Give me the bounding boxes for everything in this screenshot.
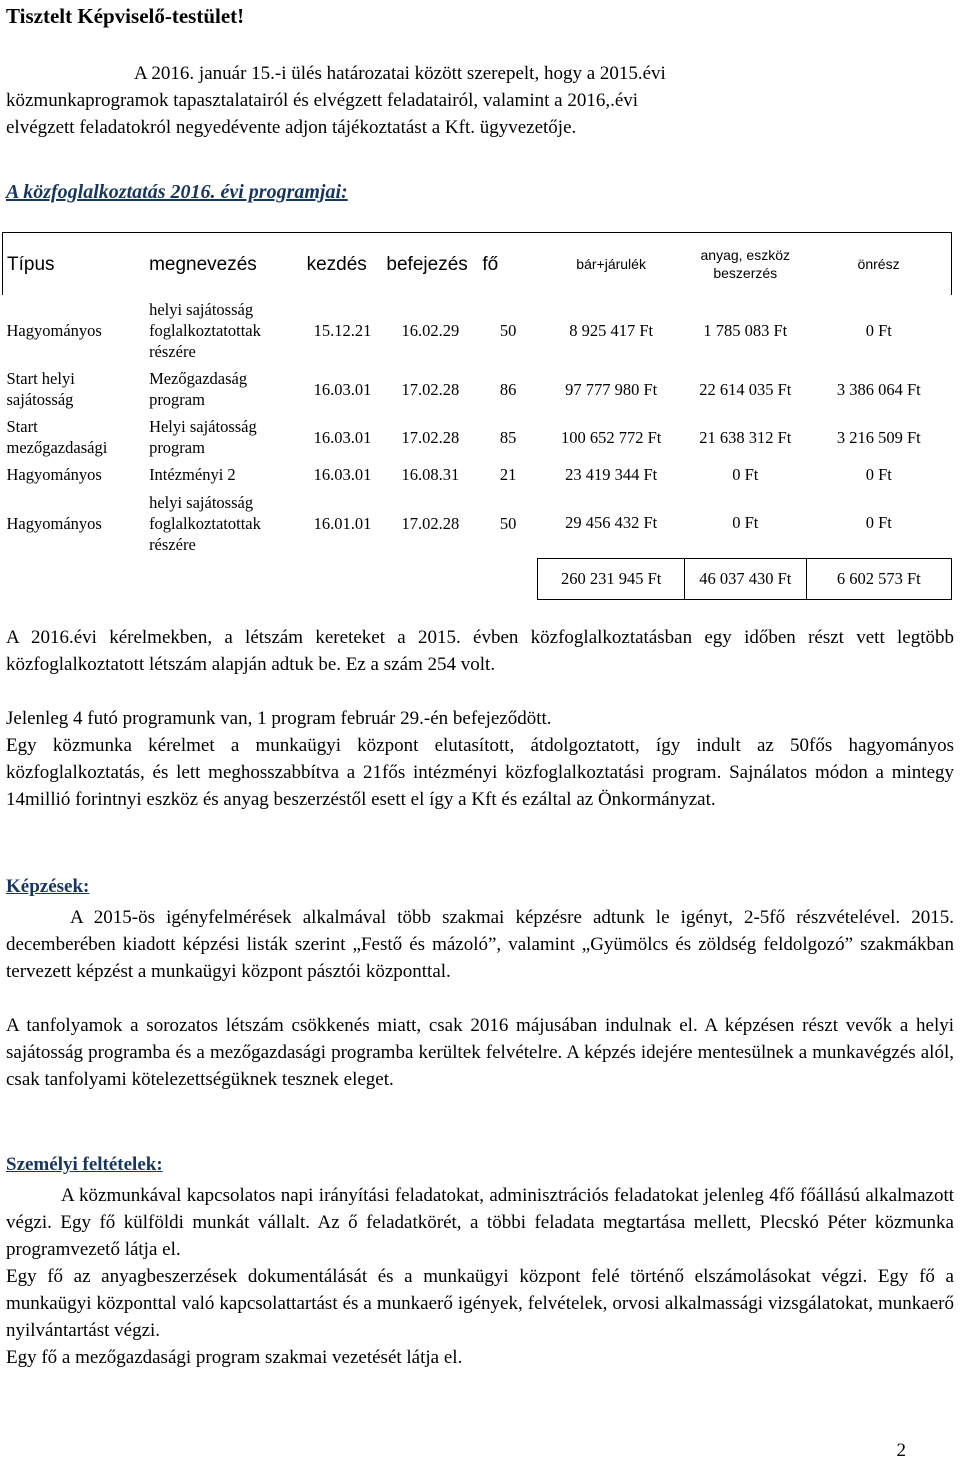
- table-totals-row: [3, 558, 952, 599]
- table-header-row: [3, 233, 952, 296]
- cell-anyag: 0 Ft: [732, 513, 759, 533]
- cell-anyag: 0 Ft: [732, 465, 759, 484]
- intro-line-2: közmunkaprogramok tapasztalatairól és elvégzett feladatairól, valamint a 2016,.évi: [6, 90, 639, 111]
- paragraph-szemelyi-1: A közmunkával kapcsolatos napi irányítási feladatokat, adminisztrációs feladatokat jelenleg 4fő főállású alkalmazott végzi. Egy fő külföldi munkát vállalt. Az ő feladatkörét, a többi feladata megtartása mellett, Plecskó Péter közmunka programvezető látja el.: [6, 1185, 954, 1260]
- heading-szemelyi-feltetelek: Személyi feltételek:: [6, 1154, 163, 1175]
- cell-befejezes: 17.02.28: [401, 513, 460, 533]
- greeting: Tisztelt Képviselő-testület!: [6, 4, 245, 28]
- cell-befejezes: 16.08.31: [401, 465, 460, 484]
- programs-table: [2, 232, 952, 600]
- cell-fo: 21: [499, 465, 517, 484]
- cell-megnevezes: helyi sajátosság foglalkoztatottak részére: [149, 492, 261, 554]
- cell-tipus: Hagyományos: [6, 465, 102, 484]
- cell-anyag: 22 614 035 Ft: [699, 379, 792, 399]
- page-number: 2: [896, 1440, 906, 1461]
- cell-kezdes: 15.12.21: [313, 320, 372, 340]
- header-onresz: önrész: [806, 233, 951, 296]
- heading-kepzesek: Képzések:: [6, 876, 90, 897]
- paragraph-futo-programok: Jelenleg 4 futó programunk van, 1 program február 29.-én befejeződött.: [6, 708, 552, 729]
- paragraph-kerelmek: A 2016.évi kérelmekben, a létszám kereteket a 2015. évben közfoglalkoztatásban egy időben részt vett legtöbb közfoglalkoztatott létszám alapján adtuk be. Ez a szám 254 volt.: [6, 627, 954, 675]
- total-onresz: 6 602 573 Ft: [806, 558, 951, 599]
- cell-kezdes: 16.03.01: [313, 379, 372, 399]
- cell-fo: 50: [499, 513, 517, 533]
- paragraph-kozmunka-kerelem: Egy közmunka kérelmet a munkaügyi központ elutasított, átdolgoztatott, így indult az 50fős hagyományos közfoglalkoztatás, és lett meghosszabbítva a 21fős intézményi közfoglalkoztatási program. Sajnálatos módon a mintegy 14millió forintnyi eszköz és anyag beszerzéstől esett el így a Kft és ezáltal az Önkormányzat.: [6, 735, 954, 810]
- cell-fo: 50: [499, 320, 517, 340]
- header-anyag: anyag, eszköz beszerzés: [684, 233, 806, 296]
- intro-line-3: elvégzett feladatokról negyedévente adjon tájékoztatást a Kft. ügyvezetője.: [6, 117, 577, 138]
- header-kezdes: kezdés: [303, 233, 383, 296]
- header-befejezes: befejezés: [382, 233, 478, 296]
- cell-ber: 8 925 417 Ft: [569, 320, 654, 340]
- paragraph-kepzesek-2: A tanfolyamok a sorozatos létszám csökkenés miatt, csak 2016 májusában indulnak el. A képzésen részt vevők a helyi sajátosság programba és a mezőgazdasági programba kerültek felvételre. A képzés idejére mentesülnek a munkavégzés alól, csak tanfolyami kötelezettségüknek tesznek eleget.: [6, 1015, 954, 1090]
- programs-title: A közfoglalkoztatás 2016. évi programjai:: [6, 181, 348, 203]
- table-row: [3, 365, 952, 413]
- cell-tipus: Start mezőgazdasági: [6, 417, 108, 457]
- cell-onresz: 3 216 509 Ft: [836, 427, 921, 447]
- cell-megnevezes: Intézményi 2: [149, 465, 236, 484]
- header-tipus: Típus: [3, 233, 146, 296]
- cell-onresz: 3 386 064 Ft: [836, 379, 921, 399]
- cell-tipus: Hagyományos: [6, 320, 102, 340]
- cell-ber: 23 419 344 Ft: [565, 465, 658, 484]
- intro-line-1: A 2016. január 15.-i ülés határozatai között szerepelt, hogy a 2015.évi: [134, 63, 666, 84]
- cell-befejezes: 16.02.29: [401, 320, 460, 340]
- cell-befejezes: 17.02.28: [401, 379, 460, 399]
- cell-kezdes: 16.03.01: [313, 427, 372, 447]
- paragraph-kepzesek-1: A 2015-ös igényfelmérések alkalmával több szakmai képzésre adtunk le igényt, 2-5fő részvételével. 2015. decemberében kiadott képzési listák szerint „Festő és mázoló”, valamint „Gyümölcs és zöldség feldolgozó” szakmákban tervezett képzést a munkaügyi központ pásztói központtal.: [6, 907, 954, 982]
- cell-fo: 86: [499, 379, 517, 399]
- table-row: [3, 488, 952, 558]
- cell-kezdes: 16.01.01: [313, 513, 372, 533]
- table-row: [3, 295, 952, 365]
- cell-ber: 100 652 772 Ft: [560, 427, 662, 447]
- total-ber: 260 231 945 Ft: [538, 558, 685, 599]
- cell-megnevezes: Mezőgazdaság program: [149, 369, 248, 409]
- cell-tipus: Start helyi sajátosság: [6, 369, 75, 409]
- cell-onresz: 0 Ft: [865, 320, 892, 340]
- cell-ber: 29 456 432 Ft: [565, 513, 658, 533]
- cell-kezdes: 16.03.01: [313, 465, 372, 484]
- header-megnevezes: megnevezés: [145, 233, 303, 296]
- paragraph-szemelyi-3: Egy fő a mezőgazdasági program szakmai vezetését látja el.: [6, 1347, 463, 1368]
- cell-onresz: 0 Ft: [865, 465, 892, 484]
- paragraph-szemelyi-2: Egy fő az anyagbeszerzések dokumentálását és a munkaügyi központ felé történő elszámolásokat végzi. Egy fő a munkaügyi központtal való kapcsolattartást és a munkaerő igények, felvételek, orvosi alkalmassági vizsgálatokat, munkaerő nyilvántartást végzi.: [6, 1266, 954, 1341]
- table-row: [3, 413, 952, 461]
- cell-tipus: Hagyományos: [6, 513, 102, 533]
- intro-paragraph: [6, 60, 954, 141]
- cell-onresz: 0 Ft: [865, 513, 892, 533]
- table-row: [3, 461, 952, 488]
- header-ber: bár+járulék: [538, 233, 685, 296]
- cell-befejezes: 17.02.28: [401, 427, 460, 447]
- header-fo: fő: [478, 233, 538, 296]
- cell-ber: 97 777 980 Ft: [565, 379, 658, 399]
- total-anyag: 46 037 430 Ft: [684, 558, 806, 599]
- cell-fo: 85: [499, 427, 517, 447]
- cell-anyag: 1 785 083 Ft: [703, 320, 788, 340]
- cell-megnevezes: helyi sajátosság foglalkoztatottak részére: [149, 299, 261, 361]
- cell-megnevezes: Helyi sajátosság program: [149, 417, 257, 457]
- cell-anyag: 21 638 312 Ft: [699, 427, 792, 447]
